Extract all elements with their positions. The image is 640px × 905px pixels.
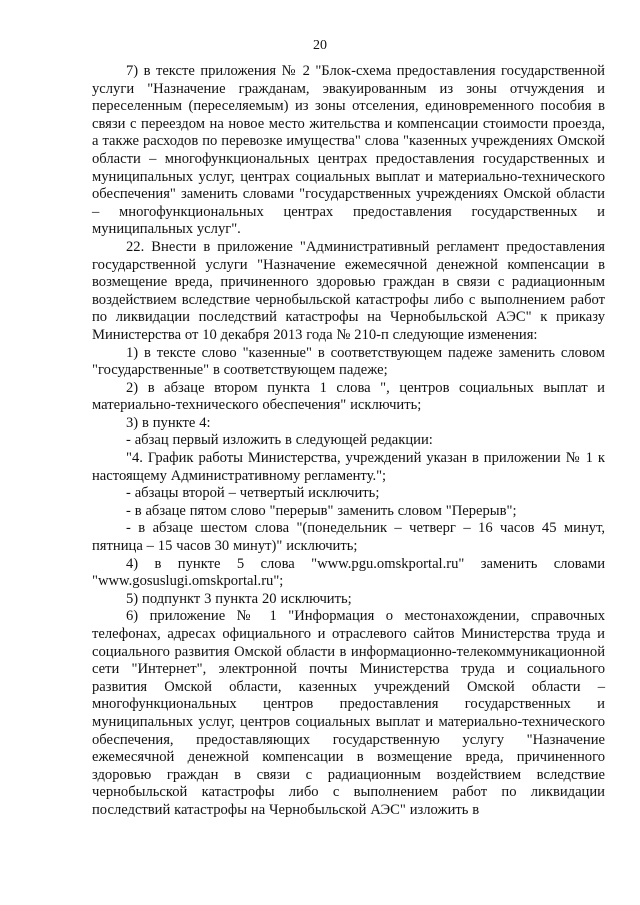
paragraph-subitem-2: 2) в абзаце втором пункта 1 слова ", центров социальных выплат и материально-технического обеспечения" исключить; bbox=[92, 379, 605, 414]
paragraph-subitem-1: 1) в тексте слово "казенные" в соответствующем падеже заменить словом "государственные" в соответствующем падеже; bbox=[92, 344, 605, 379]
paragraph-point-22: 22. Внести в приложение "Административный регламент предоставления государственной услуги "Назначение ежемесячной денежной компенсации в возмещение вреда, причиненного здоровью граждан в связи с радиационным воздействием вследствие чернобыльской катастрофы либо с выполнением работ по ликвидации последствий катастрофы на Чернобыльской АЭС" к приказу Министерства от 10 декабря 2013 года № 210-п следующие изменения: bbox=[92, 238, 605, 343]
document-body bbox=[92, 63, 605, 820]
paragraph-subitem-4: 4) в пункте 5 слова "www.pgu.omskportal.ru" заменить словами "www.gosuslugi.omskportal.ru"; bbox=[92, 555, 605, 590]
paragraph-dash-fifth: - в абзаце пятом слово "перерыв" заменить словом "Перерыв"; bbox=[126, 502, 517, 519]
paragraph-dash-sixth: - в абзаце шестом слова "(понедельник – четверг – 16 часов 45 минут, пятница – 15 часов 30 минут)" исключить; bbox=[92, 520, 605, 555]
paragraph-subitem-3: 3) в пункте 4: bbox=[126, 414, 211, 431]
paragraph-subitem-6: 6) приложение № 1 "Информация о местонахождении, справочных телефонах, адресах официального и отраслевого сайтов Министерства труда и социального развития Омской области в информационно-телекоммуникационной сети "Интернет", электронной почты Министерства труда и социального развития Омской области, казенных учреждений Омской области – многофункциональных центров предоставления государственных и муниципальных услуг, центров социальных выплат и материально-технического обеспечения, предоставляющих государственную услугу "Назначение ежемесячной денежной компенсации в возмещение вреда, причиненного здоровью граждан в связи с радиационным воздействием вследствие чернобыльской катастрофы либо с выполнением работ по ликвидации последствий катастрофы на Чернобыльской АЭС" изложить в bbox=[92, 608, 605, 818]
page-number: 20 bbox=[313, 38, 327, 53]
paragraph-dash-first: - абзац первый изложить в следующей редакции: bbox=[126, 432, 433, 449]
paragraph-quoted-point-4: "4. График работы Министерства, учреждений указан в приложении № 1 к настоящему Административному регламенту."; bbox=[92, 450, 605, 484]
paragraph-dash-second: - абзацы второй – четвертый исключить; bbox=[126, 485, 380, 502]
paragraph-item-7: 7) в тексте приложения № 2 "Блок-схема предоставления государственной услуги "Назначение гражданам, эвакуированным из зоны отчуждения и переселенным (переселяемым) из зоны отселения, единовременного пособия в связи с переездом на новое место жительства и компенсации стоимости проезда, а также расходов по перевозке имущества" слова "казенных учреждениях Омской области – многофункциональных центрах предоставления государственных и муниципальных услуг, центрах социальных выплат и материально-технического обеспечения" заменить словами "государственных учреждениях Омской области – многофункциональных центрах предоставления государственных и муниципальных услуг". bbox=[92, 63, 605, 238]
paragraph-subitem-5: 5) подпункт 3 пункта 20 исключить; bbox=[126, 590, 352, 607]
